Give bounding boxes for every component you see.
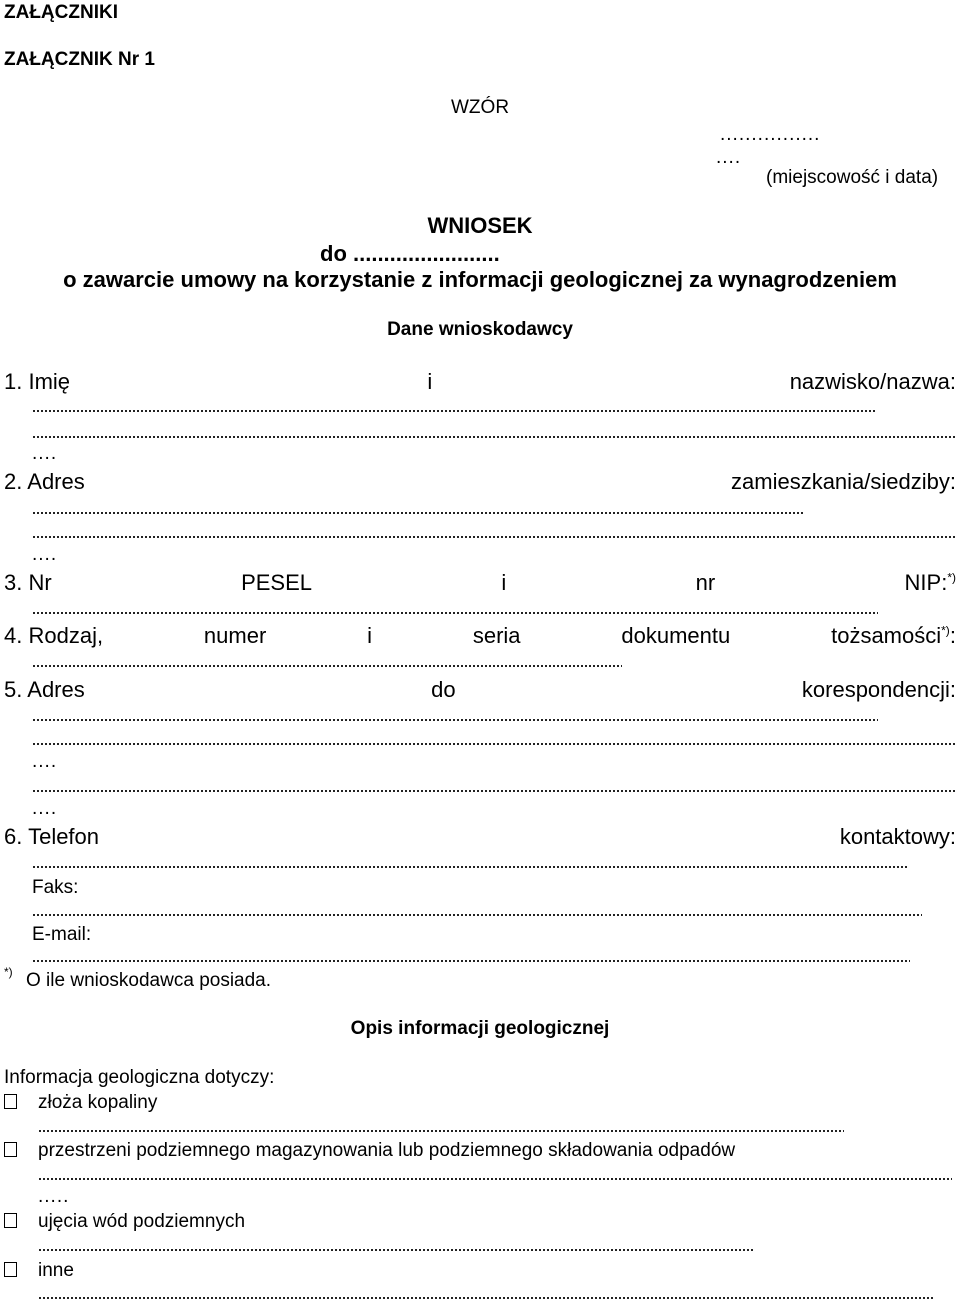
footnote-text: O ile wnioskodawca posiada.	[26, 970, 272, 991]
option-tail-storage: .....	[38, 1186, 70, 1207]
option-label-groundwater: ujęcia wód podziemnych	[38, 1211, 246, 1232]
field-fax-label: Faks:	[32, 877, 79, 898]
field-phone-label: 6. Telefon kontaktowy:	[4, 824, 956, 849]
field-correspondence-tail-2: ....	[32, 798, 58, 819]
field-name-dots-2[interactable]	[32, 436, 956, 438]
form-addressee: do ........................	[320, 241, 500, 266]
description-intro: Informacja geologiczna dotyczy:	[4, 1067, 275, 1088]
field-address-label: 2. Adres zamieszkania/siedziby:	[4, 469, 956, 494]
form-subtitle: o zawarcie umowy na korzystanie z informacji geologicznej za wynagrodzeniem	[63, 267, 897, 292]
option-checkbox-other[interactable]	[4, 1262, 17, 1277]
field-document-dots[interactable]	[32, 665, 622, 667]
section-title: ZAŁĄCZNIKI	[4, 2, 118, 23]
option-dots-storage[interactable]	[38, 1178, 952, 1180]
template-label: WZÓR	[451, 97, 510, 118]
option-checkbox-storage[interactable]	[4, 1142, 17, 1157]
field-name-number-word: 1. Imię	[4, 369, 71, 394]
field-correspondence-dots-3[interactable]	[32, 790, 956, 792]
field-correspondence-dots-1[interactable]	[32, 719, 878, 721]
applicant-section-title: Dane wnioskodawcy	[387, 319, 573, 340]
description-title: Opis informacji geologicznej	[350, 1018, 610, 1039]
field-correspondence-dots-2[interactable]	[32, 743, 956, 745]
field-phone-dots[interactable]	[32, 866, 908, 868]
option-checkbox-groundwater[interactable]	[4, 1213, 17, 1228]
field-document-footnote-marker: *)	[941, 623, 950, 638]
date-dots-line2: ....	[716, 147, 742, 168]
field-correspondence-tail-1: ....	[32, 751, 58, 772]
footnote-marker: *)	[4, 965, 13, 979]
field-address-tail: ....	[32, 544, 58, 565]
date-dots-line1: ................	[720, 124, 821, 145]
option-label-deposit: złoża kopaliny	[38, 1092, 158, 1113]
field-email-label: E-mail:	[32, 924, 92, 945]
field-name-tail: ....	[32, 443, 58, 464]
field-pesel-dots[interactable]	[32, 612, 878, 614]
field-address-dots-1[interactable]	[32, 512, 805, 514]
field-correspondence-label: 5. Adres do korespondencji:	[4, 677, 956, 702]
form-title: WNIOSEK	[427, 213, 533, 238]
option-dots-other[interactable]	[38, 1297, 934, 1299]
option-label-other: inne	[38, 1260, 74, 1281]
field-fax-dots[interactable]	[32, 914, 922, 916]
option-dots-deposit[interactable]	[38, 1130, 844, 1132]
option-label-storage: przestrzeni podziemnego magazynowania lub podziemnego składowania odpadów	[38, 1140, 736, 1161]
field-email-dots[interactable]	[32, 960, 910, 962]
date-label: (miejscowość i data)	[766, 167, 939, 188]
field-pesel-footnote-marker: *)	[947, 570, 956, 585]
option-checkbox-deposit[interactable]	[4, 1094, 17, 1109]
field-name-dots-1[interactable]	[32, 410, 877, 412]
option-dots-groundwater[interactable]	[38, 1249, 754, 1251]
field-document-label: 4. Rodzaj, numer i seria dokumentu tożsamości*):	[4, 623, 956, 648]
attachment-title: ZAŁĄCZNIK Nr 1	[4, 49, 155, 70]
field-name-label: 1. Imię i nazwisko/nazwa:	[4, 369, 956, 394]
field-pesel-label: 3. Nr PESEL i nr NIP:*)	[4, 570, 956, 595]
field-address-dots-2[interactable]	[32, 536, 956, 538]
